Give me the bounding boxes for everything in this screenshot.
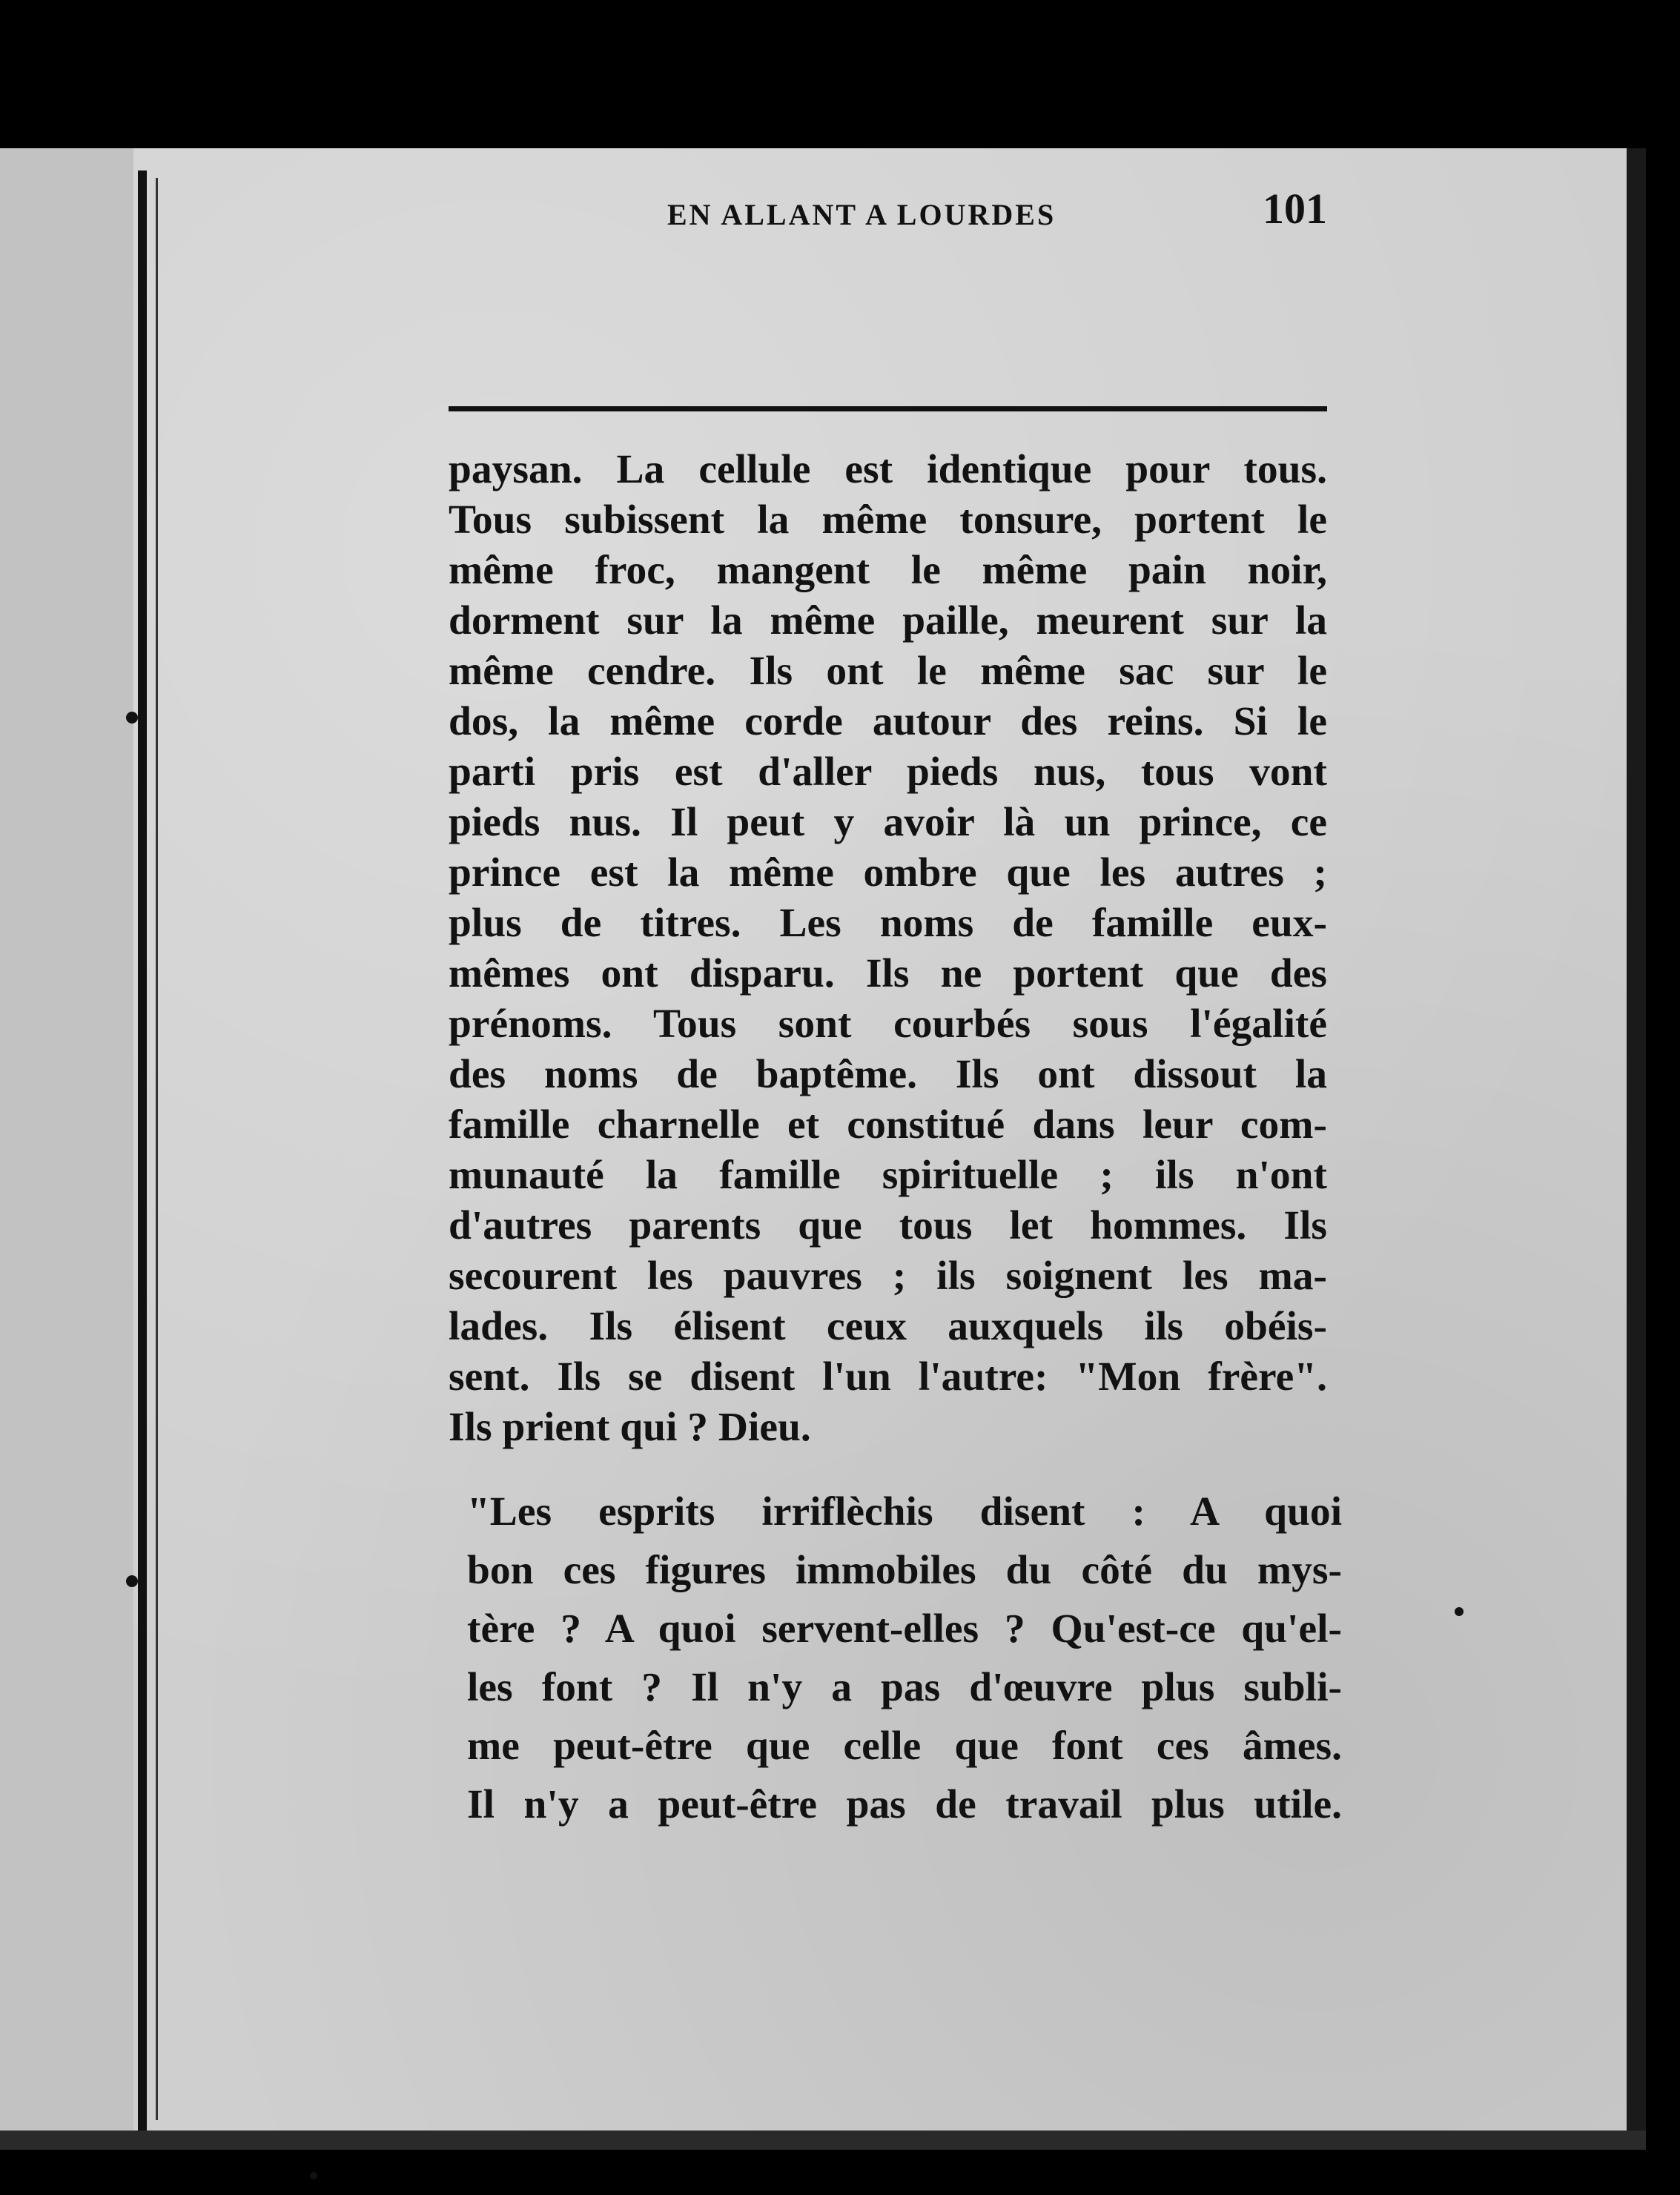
- text-line: famille charnelle et constitué dans leur com-: [449, 1102, 1327, 1148]
- text-line: Tous subissent la même tonsure, portent le: [449, 497, 1327, 543]
- text-line: même cendre. Ils ont le même sac sur le: [449, 649, 1327, 694]
- binding-gutter-line: [156, 178, 158, 2120]
- specks: [1455, 1607, 1464, 1616]
- paragraph-2: [467, 1483, 1342, 1834]
- text-line: prénoms. Tous sont courbés sous l'égalité: [449, 1002, 1327, 1047]
- specks: [126, 1575, 138, 1587]
- text-line: bon ces figures immobiles du côté du mys-: [467, 1548, 1342, 1593]
- page-number: 101: [1263, 185, 1327, 233]
- text-line: munauté la famille spirituelle ; ils n'ont: [449, 1153, 1327, 1198]
- text-line: dorment sur la même paille, meurent sur la: [449, 598, 1327, 643]
- running-title: EN ALLANT A LOURDES: [667, 198, 1056, 231]
- paragraph-1: [449, 445, 1327, 1453]
- text-line: mêmes ont disparu. Ils ne portent que des: [449, 951, 1327, 996]
- facing-page-edge: [0, 148, 133, 2150]
- text-line: d'autres parents que tous let hommes. Ils: [449, 1203, 1327, 1248]
- header-rule: [449, 406, 1327, 411]
- text-line: paysan. La cellule est identique pour tous.: [449, 447, 1327, 492]
- bottom-page-edge: [0, 2131, 1646, 2150]
- text-line: sent. Ils se disent l'un l'autre: "Mon frère".: [449, 1354, 1327, 1400]
- specks: [126, 712, 138, 724]
- text-line: même froc, mangent le même pain noir,: [449, 548, 1327, 593]
- text-line: me peut-être que celle que font ces âmes.: [467, 1724, 1342, 1769]
- text-line: les font ? Il n'y a pas d'œuvre plus subli-: [467, 1665, 1342, 1710]
- text-line: prince est la même ombre que les autres ;: [449, 850, 1327, 895]
- text-line: secourent les pauvres ; ils soignent les ma-: [449, 1254, 1327, 1299]
- text-line: Ils prient qui ? Dieu.: [449, 1405, 811, 1450]
- text-line: tère ? A quoi servent-elles ? Qu'est-ce qu'el-: [467, 1606, 1342, 1652]
- text-line: pieds nus. Il peut y avoir là un prince, ce: [449, 800, 1327, 845]
- text-line: lades. Ils élisent ceux auxquels ils obéis-: [449, 1304, 1327, 1349]
- text-line: parti pris est d'aller pieds nus, tous vont: [449, 749, 1327, 795]
- right-page-edge: [1627, 148, 1646, 2150]
- text-line: Il n'y a peut-être pas de travail plus utile.: [467, 1782, 1342, 1827]
- text-line: des noms de baptême. Ils ont dissout la: [449, 1052, 1327, 1097]
- page-header: [449, 184, 1327, 243]
- text-line: dos, la même corde autour des reins. Si le: [449, 699, 1327, 744]
- text-line: plus de titres. Les noms de famille eux-: [449, 901, 1327, 946]
- text-line: "Les esprits irriflèchis disent : A quoi: [467, 1489, 1342, 1534]
- specks: [310, 2172, 317, 2179]
- binding-gutter: [138, 170, 147, 2135]
